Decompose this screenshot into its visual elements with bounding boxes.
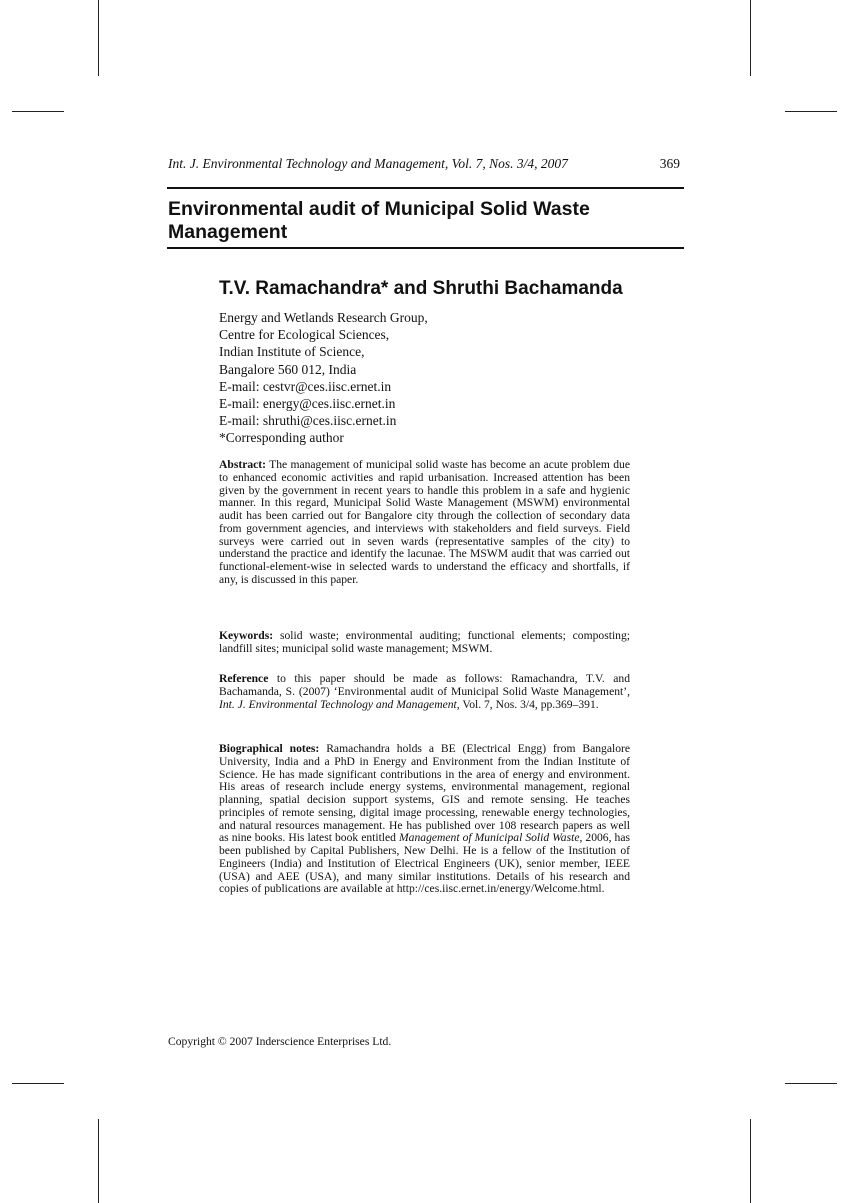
email-line: E-mail: shruthi@ces.iisc.ernet.in [219,413,397,429]
journal-citation: Int. J. Environmental Technology and Management, Vol. 7, Nos. 3/4, 2007 [168,156,568,171]
keywords-text: solid waste; environmental auditing; functional elements; composting; landfill sites; municipal solid waste management; MSWM. [219,629,630,655]
reference [219,673,630,711]
reference-volume: , Vol. 7, Nos. 3/4, pp.369–391. [456,697,599,711]
bio-label: Biographical notes: [219,742,320,755]
crop-mark-bottom-left-vertical [98,1119,99,1203]
email-line: E-mail: cestvr@ces.iisc.ernet.in [219,378,392,394]
corresponding-author-note: *Corresponding author [219,430,344,446]
keywords [219,630,630,656]
crop-mark-top-right-vertical [750,0,751,76]
abstract-label: Abstract: [219,458,267,471]
title-rule [167,247,684,249]
abstract-text: The management of municipal solid waste has become an acute problem due to enhanced economic activities and rapid urbanisation. Increased attention has been given by the government in recent years to handle this problem in a safe and hygienic manner. In this regard, Municipal Solid Waste Management (MSWM) environmental audit has been carried out for Bangalore city through the collection of secondary data from government agencies, and interviews with stakeholders and field surveys. Field surveys were carried out in seven wards (representative samples of the city) to understand the practice and identify the lacunae. The MSWM audit that was carried out functional-element-wise in selected wards to understand the efficacy and shortfalls, if any, is discussed in this paper. [219,458,630,586]
keywords-label: Keywords: [219,629,274,642]
reference-journal: Int. J. Environmental Technology and Management [219,697,457,711]
biographical-notes [219,743,630,896]
affiliation-centre: Centre for Ecological Sciences, [219,327,390,343]
crop-mark-bottom-left-horizontal [12,1083,64,1084]
bio-text: Ramachandra holds a BE (Electrical Engg) from Bangalore University, India and a PhD in Energy and Environment from the Indian Institute of Science. He has made significant contributions in the area of energy and environment. His areas of research include energy systems, environmental management, regional planning, spatial decision support systems, GIS and remote sensing. He teaches principles of remote sensing, digital image processing, renewable energy technologies, and natural resources management. He has published over 108 research papers as well as nine books. His latest book entitled [219,742,631,845]
page-number: 369 [659,156,680,171]
crop-mark-top-left-vertical [98,0,99,76]
affiliation-group: Energy and Wetlands Research Group, [219,310,428,325]
crop-mark-bottom-right-horizontal [785,1083,837,1084]
affiliation-block [219,309,639,447]
bio-book-title: Management of Municipal Solid Waste [399,831,580,845]
reference-label: Reference [219,672,269,685]
bio-text-continued: , 2006, has been published by Capital Publishers, New Delhi. He is a fellow of the Institution of Engineers (India) and Institution of Electrical Engineers (UK), senior member, IEEE (USA) and AEE (USA), and many similar institutions. Details of his research and copies of publications are available at http://ces.iisc.ernet.in/energy/Welcome.html. [219,831,630,896]
journal-header [168,155,683,173]
crop-mark-top-right-horizontal [785,111,837,112]
abstract [219,459,630,587]
affiliation-institute: Indian Institute of Science, [219,344,365,360]
authors: T.V. Ramachandra* and Shruthi Bachamanda [219,278,623,299]
crop-mark-top-left-horizontal [12,111,64,112]
paper-title: Environmental audit of Municipal Solid Waste Management [168,198,590,243]
affiliation-address: Bangalore 560 012, India [219,361,357,377]
header-rule [167,187,684,189]
copyright-notice: Copyright © 2007 Inderscience Enterprises Ltd. [168,1035,392,1048]
email-line: E-mail: energy@ces.iisc.ernet.in [219,396,396,412]
reference-text: to this paper should be made as follows: Ramachandra, T.V. and Bachamanda, S. (2007) ‘Environmental audit of Municipal Solid Waste Management’, [219,672,630,698]
crop-mark-bottom-right-vertical [750,1119,751,1203]
